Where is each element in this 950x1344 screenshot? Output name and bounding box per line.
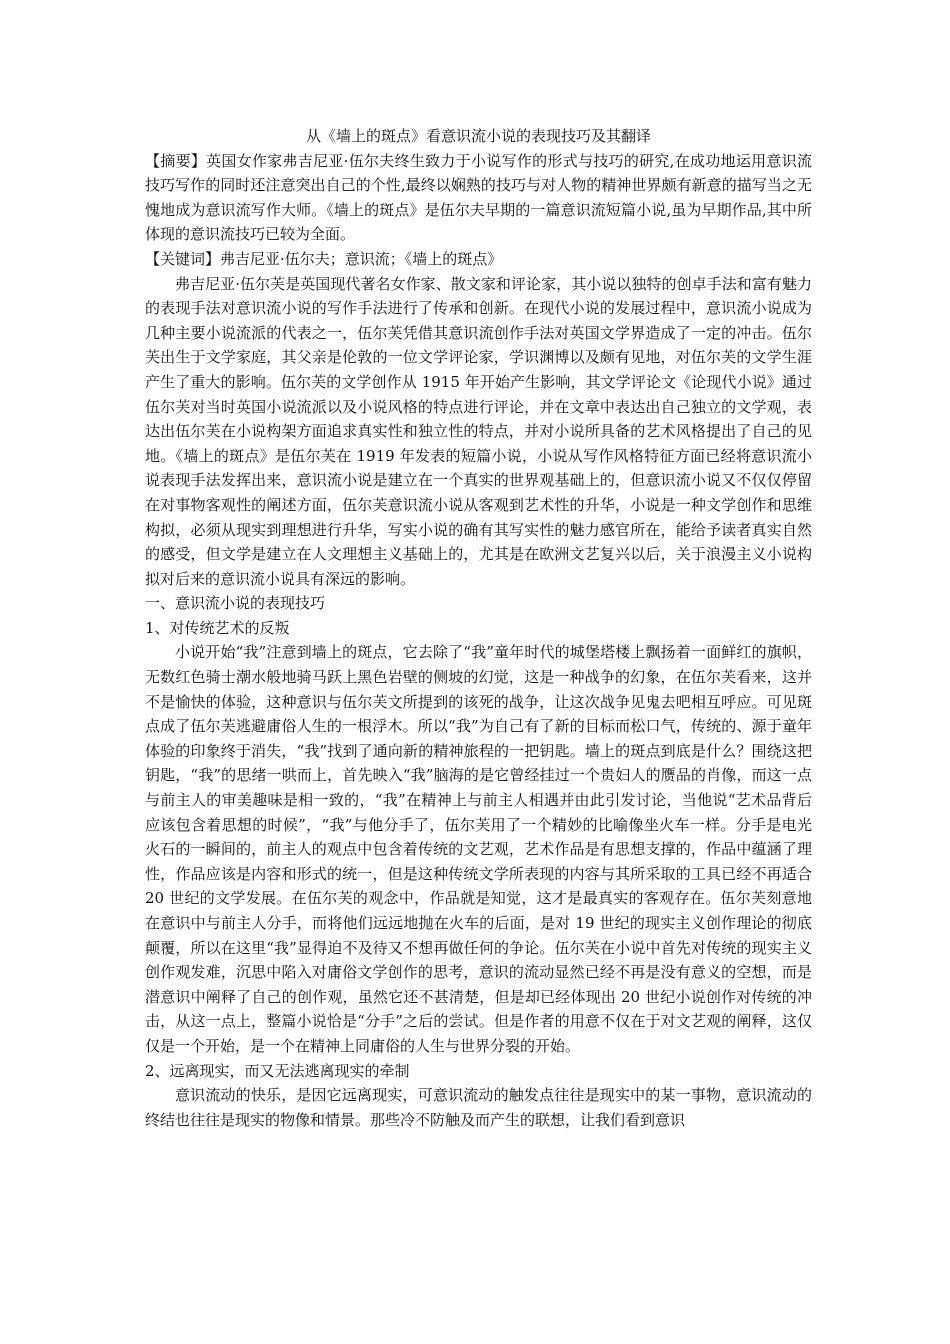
abstract-paragraph	[145, 149, 812, 247]
section-heading-1: 一、意识流小说的表现技巧	[145, 594, 326, 613]
document-title: 从《墙上的斑点》看意识流小说的表现技巧及其翻译	[305, 127, 651, 145]
subsection-heading-1: 1、对传统艺术的反叛	[145, 618, 290, 637]
abstract-text: 英国女作家弗吉尼亚·伍尔夫终生致力于小说写作的形式与技巧的研究,在成功地运用意识流技巧写作的同时还注意突出自己的个性,最终以娴熟的技巧与对人物的精神世界颇有新意的描写当之无愧地成为意识流写作大师。《墙上的斑点》是伍尔夫早期的一篇意识流短篇小说,虽为早期作品,其中所体现的意识流技巧已较为全面。	[145, 151, 812, 244]
keywords-label: 【关键词】	[145, 249, 221, 268]
keywords-paragraph	[145, 247, 812, 272]
abstract-label: 【摘要】	[145, 151, 207, 170]
document-page	[145, 124, 812, 1132]
intro-paragraph: 弗吉尼亚·伍尔芙是英国现代著名女作家、散文家和评论家，其小说以独特的创卓手法和富有魅力的表现手法对意识流小说的写作手法进行了传承和创新。在现代小说的发展过程中，意识流小说成为几种主要小说流派的代表之一，伍尔芙凭借其意识流创作手法对英国文学界造成了一定的冲击。伍尔芙出生于文学家庭，其父亲是伦敦的一位文学评论家，学识渊博以及颇有见地，对伍尔芙的文学生涯产生了重大的影响。伍尔芙的文学创作从 1915 年开始产生影响，其文学评论文《论现代小说》通过伍尔芙对当时英国小说流派以及小说风格的特点进行评论，并在文章中表达出自己独立的文学观，表达出伍尔芙在小说构架方面追求真实性和独立性的特点，并对小说所具备的艺术风格提出了自己的见地。《墙上的斑点》是伍尔芙在 1919 年发表的短篇小说，小说从写作风格特征方面已经将意识流小说表现手法发挥出来，意识流小说是建立在一个真实的世界观基础上的，但意识流小说又不仅仅停留在对事物客观性的阐述方面，伍尔芙意识流小说从客观到艺术性的升华，小说是一种文学创作和思维构拟，必须从现实到理想进行升华，写实小说的确有其写实性的魅力感官所在，能给予读者真实自然的感受，但文学是建立在人文理想主义基础上的，尤其是在欧洲文艺复兴以后，关于浪漫主义小说构拟对后来的意识流小说具有深远的影响。	[145, 274, 812, 588]
subsection-heading-2: 2、远离现实，而又无法逃离现实的牵制	[145, 1061, 410, 1080]
subsection-1-paragraph: 小说开始“我”注意到墙上的斑点，它去除了“我”童年时代的城堡塔楼上飘扬着一面鲜红的旗帜，无数红色骑士潮水般地骑马跃上黑色岩壁的侧坡的幻觉，这是一种战争的幻象，在伍尔芙看来，这并不是愉快的体验，这种意识与伍尔芙文所提到的该死的战争，让这次战争见鬼去吧相互呼应。可见斑点成了伍尔芙逃避庸俗人生的一根浮木。所以“我”为自己有了新的目标而松口气，传统的、源于童年体验的印象终于消失，“我”找到了通向新的精神旅程的一把钥匙。墙上的斑点到底是什么？围绕这把钥匙，“我”的思绪一哄而上，首先映入“我”脑海的是它曾经挂过一个贵妇人的赝品的肖像，而这一点与前主人的审美趣味是相一致的，“我”在精神上与前主人相遇并由此引发讨论，当他说“艺术品背后应该包含着思想的时候”，“我”与他分手了，伍尔芙用了一个精妙的比喻像坐火车一样。分手是电光火石的一瞬间的，前主人的观点中包含着传统的文艺观，艺术作品是有思想支撑的，作品中蕴涵了理性，作品应该是内容和形式的统一，但是这种传统文学所表现的内容与其所采取的工具已经不再适合 20 世纪的文学发展。在伍尔芙的观念中，作品就是知觉，这才是最真实的客观存在。伍尔芙刻意地在意识中与前主人分手，而将他们远远地抛在火车的后面，是对 19 世纪的现实主义创作理论的彻底颠覆，所以在这里“我”显得迫不及待又不想再做任何的争论。伍尔芙在小说中首先对传统的现实主义创作观发难，沉思中陷入对庸俗文学创作的思考，意识的流动显然已经不再是没有意义的空想，而是潜意识中阐释了自己的创作观，虽然它还不甚清楚，但是却已经体现出 20 世纪小说创作对传统的冲击，从这一点上，整篇小说恰是“分手”之后的尝试。但是作者的用意不仅在于对文艺观的阐释，这仅仅是一个开始，是一个在精神上同庸俗的人生与世界分裂的开始。	[145, 643, 812, 1055]
keywords-text: 弗吉尼亚·伍尔夫；意识流；《墙上的斑点》	[220, 249, 503, 268]
subsection-2-paragraph: 意识流动的快乐，是因它远离现实，可意识流动的触发点往往是现实中的某一事物，意识流动的终结也往往是现实的物像和情景。那些冷不防触及而产生的联想，让我们看到意识	[145, 1086, 812, 1129]
